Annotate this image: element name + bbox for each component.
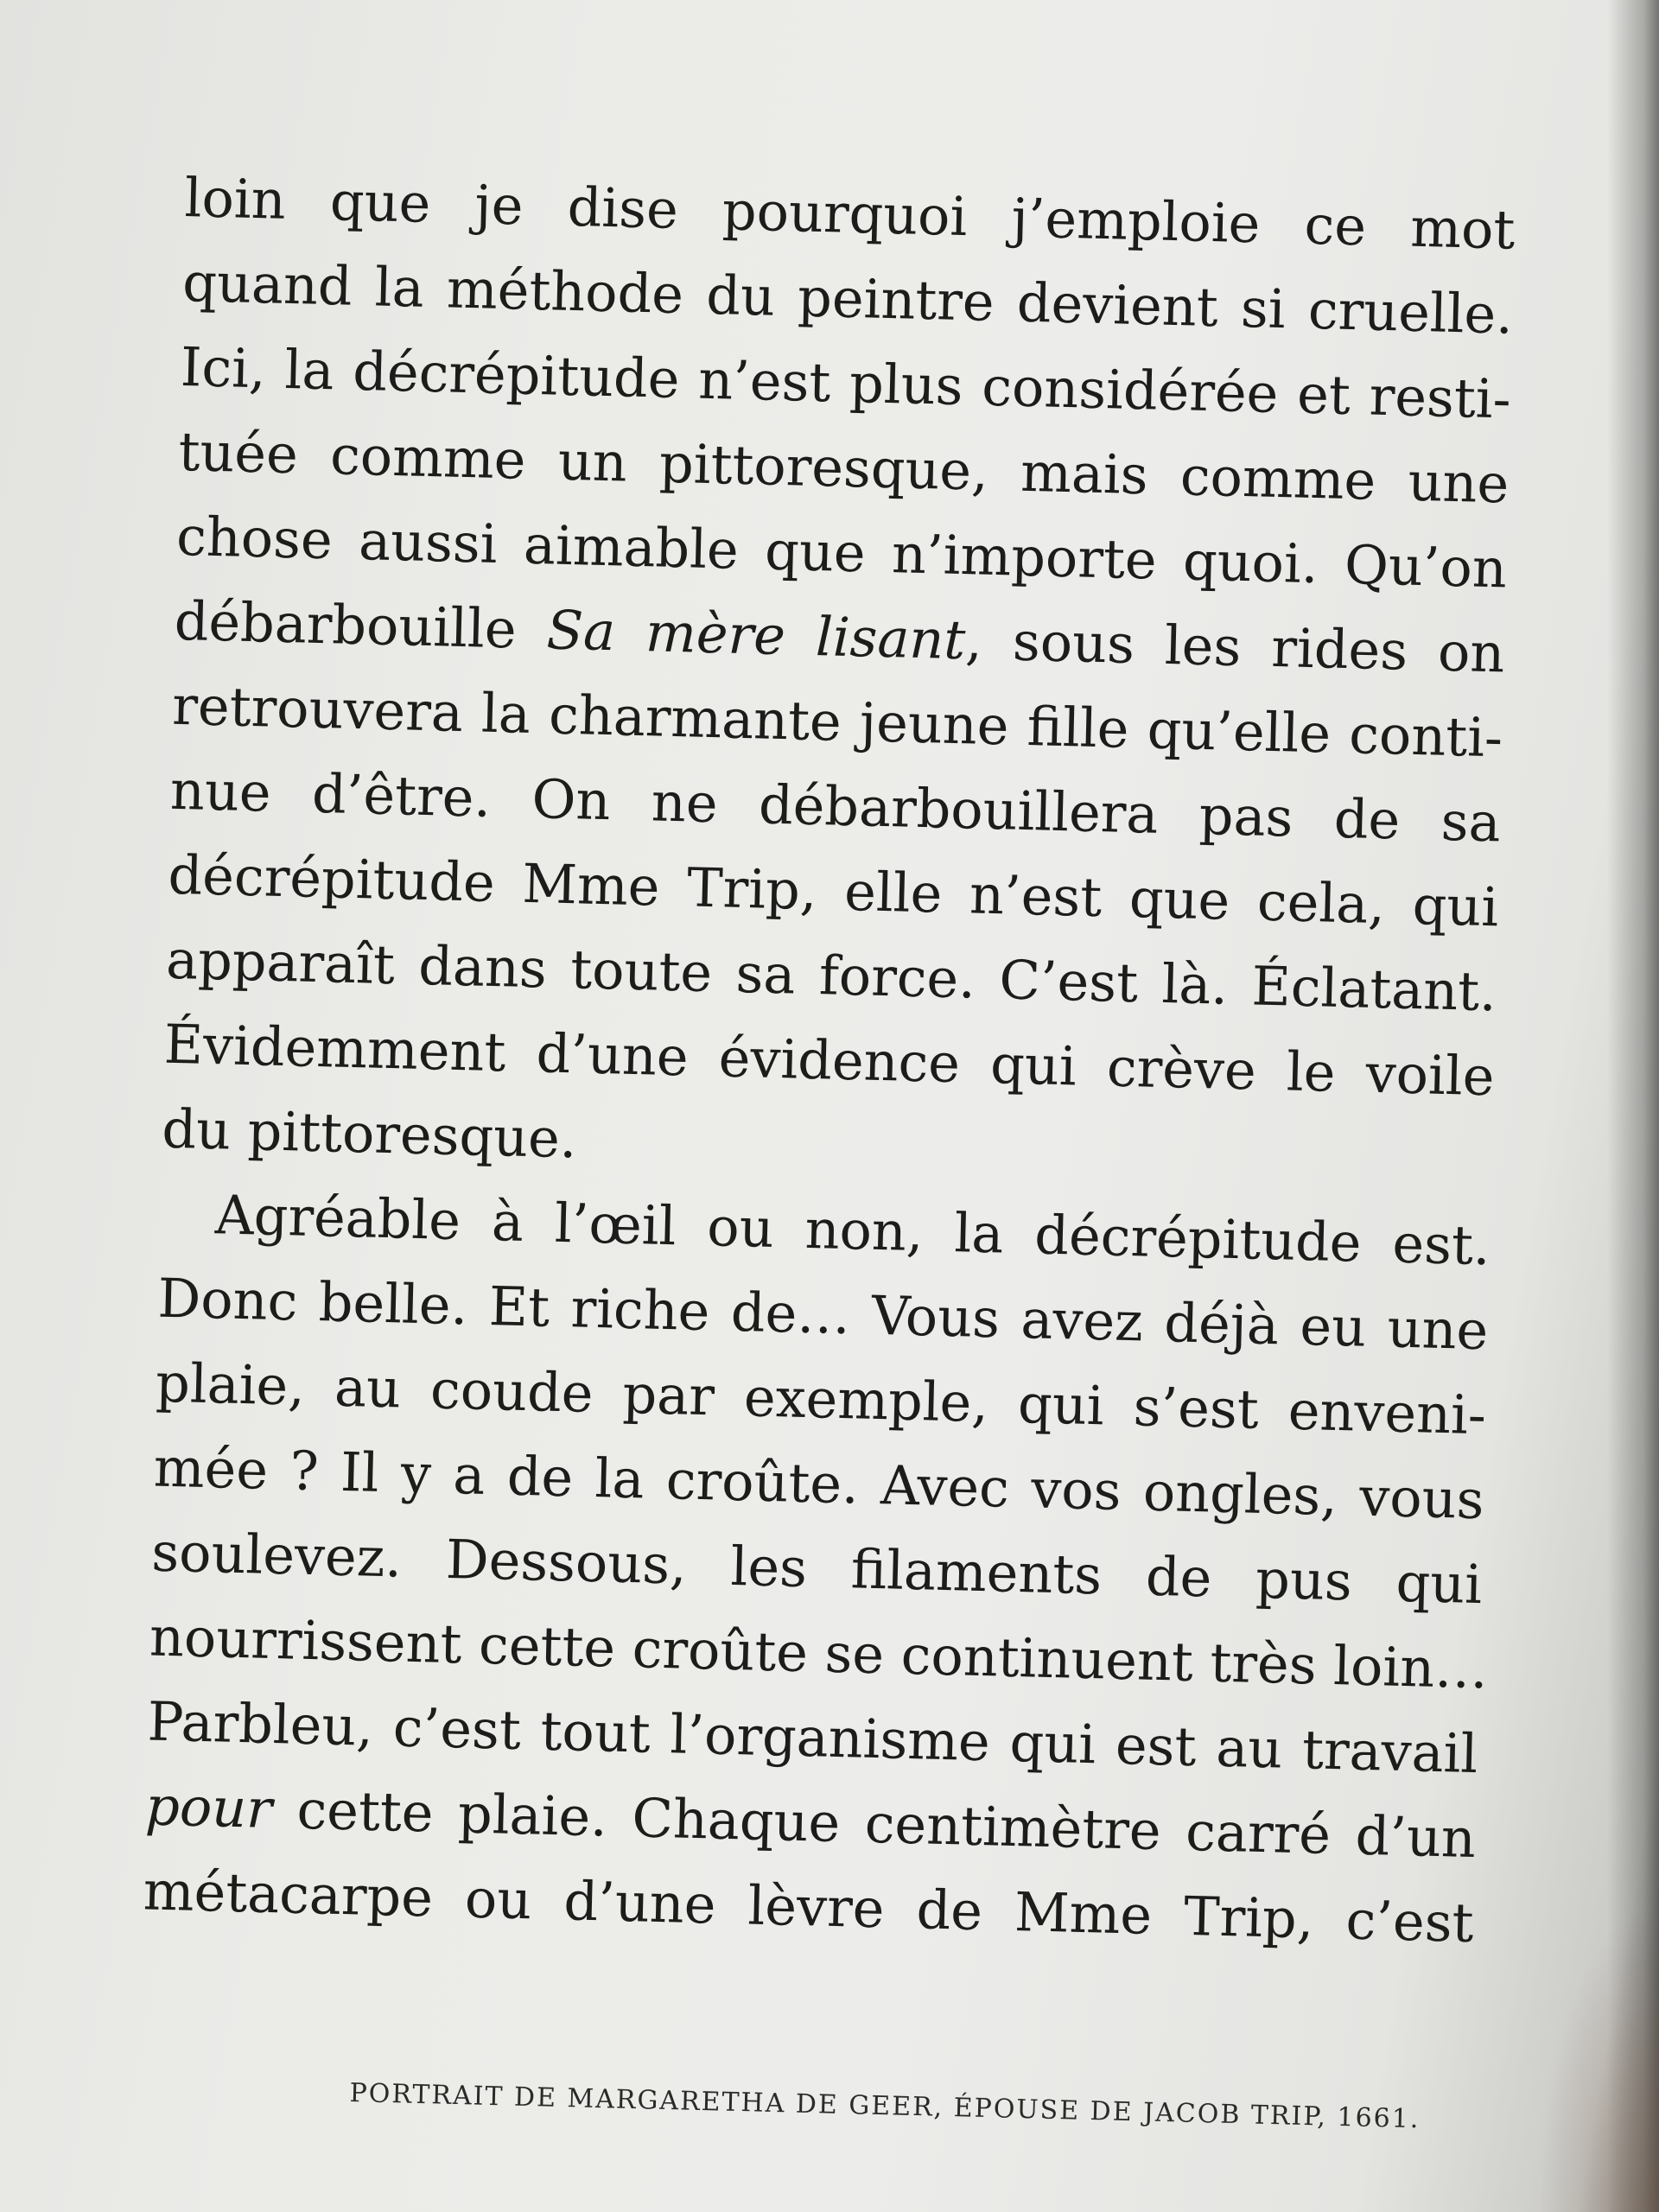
text-line: nourrissent cette croûte se continuent très loin…: [149, 1605, 1490, 1701]
text-line: tuée comme un pittoresque, mais comme une: [177, 419, 1510, 516]
text-line: quand la méthode du peintre devient si cruelle.: [181, 250, 1514, 346]
text-line: du pittoresque.: [161, 1096, 578, 1171]
paragraph-start-line: Agréable à l’œil ou non, la décrépitude est.: [214, 1183, 1491, 1278]
text-line: loin que je dise pourquoi j’emploie ce mot: [183, 165, 1516, 262]
text-segment: cette plaie. Chaque centimètre carré d’un: [270, 1777, 1477, 1871]
artwork-title: Sa mère lisant: [545, 598, 967, 672]
body-text: [143, 156, 1516, 1966]
text-line: Évidemment d’une évidence qui crève le voile: [162, 1012, 1496, 1109]
text-line: retrouvera la charmante jeune fille qu’elle conti-: [171, 673, 1503, 770]
text-line: chose aussi aimable que n’importe quoi. Qu’on: [175, 504, 1508, 601]
text-line: décrépitude Mme Trip, elle n’est que cela, qui: [167, 842, 1500, 939]
text-line: soulevez. Dessous, les filaments de pus qui: [150, 1520, 1483, 1617]
text-line: Ici, la décrépitude n’est plus considérée et resti-: [180, 334, 1512, 431]
emphasized-word: pour: [144, 1774, 273, 1841]
text-segment: , sous les rides on: [964, 608, 1506, 685]
text-line: mée ? Il y a de la croûte. Avec vos ongles, vous: [153, 1435, 1485, 1532]
page-edge-shadow: [1607, 0, 1659, 2212]
text-line: apparaît dans toute sa force. C’est là. Éclatant.: [165, 927, 1497, 1024]
text-line: Donc belle. Et riche de… Vous avez déjà eu une: [156, 1266, 1490, 1363]
thumb-shadow: [1538, 1901, 1659, 2212]
text-segment: débarbouille: [173, 588, 518, 661]
text-line: nue d’être. On ne débarbouillera pas de sa: [169, 758, 1502, 855]
figure-caption: PORTRAIT DE MARGARETHA DE GEER, ÉPOUSE DE JACOB TRIP, 1661.: [349, 2078, 1421, 2135]
text-line: métacarpe ou d’une lèvre de Mme Trip, c’est: [143, 1859, 1475, 1955]
text-line: Parbleu, c’est tout l’organisme qui est au travail: [146, 1689, 1479, 1786]
text-line: plaie, au coude par exemple, qui s’est enveni-: [155, 1351, 1487, 1447]
